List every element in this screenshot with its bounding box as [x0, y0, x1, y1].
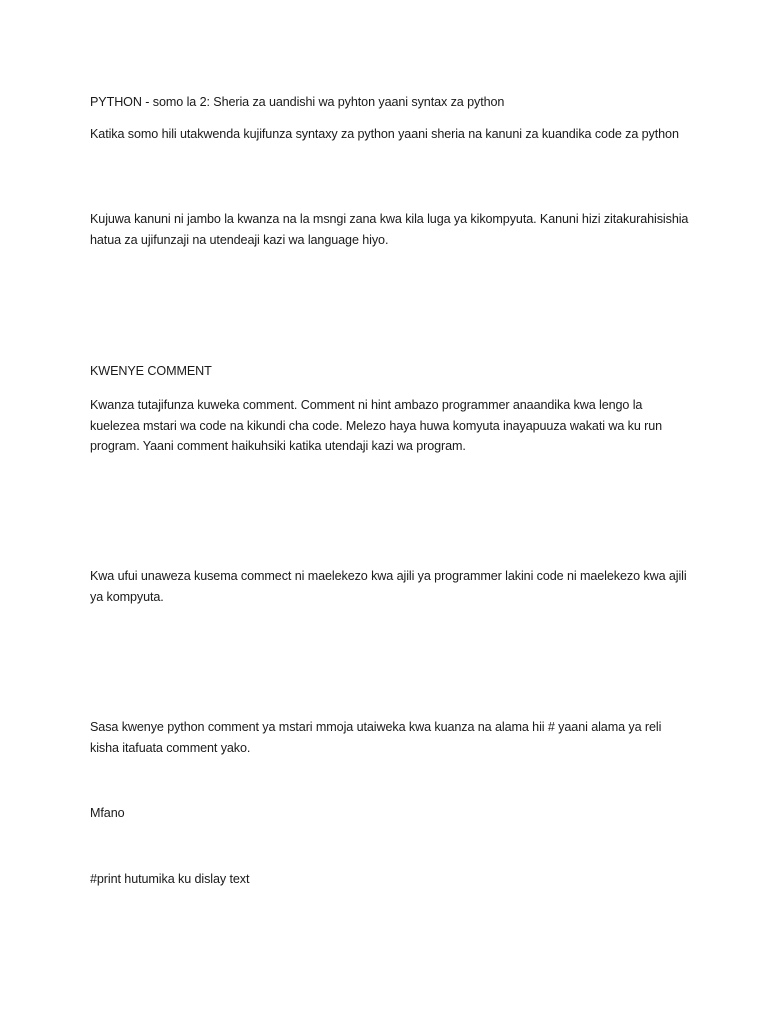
- analogy-paragraph: Kwa ufui unaweza kusema commect ni maelekezo kwa ajili ya programmer lakini code ni maelekezo kwa ajili ya kompyuta.: [90, 569, 687, 604]
- document-title: PYTHON - somo la 2: Sheria za uandishi wa pyhton yaani syntax za python: [90, 95, 505, 109]
- rules-importance-paragraph: Kujuwa kanuni ni jambo la kwanza na la msngi zana kwa kila luga ya kikompyuta. Kanuni hizi zitakurahisishia hatua za ujifunzaji na utendeaji kazi wa language hiyo.: [90, 212, 689, 247]
- example-code-line: #print hutumika ku dislay text: [90, 872, 250, 886]
- example-label: Mfano: [90, 806, 125, 820]
- comment-explanation-paragraph: Kwanza tutajifunza kuweka comment. Comment ni hint ambazo programmer anaandika kwa lengo la kuelezea mstari wa code na kikundi cha code. Melezo haya huwa komyuta inayapuuza wakati wa ku run program. Yaani comment haikuhsiki katika utendaji kazi wa program.: [90, 398, 663, 453]
- hash-rule-paragraph: Sasa kwenye python comment ya mstari mmoja utaiweka kwa kuanza na alama hii # yaani alama ya reli kisha itafuata comment yako.: [90, 720, 662, 755]
- section-heading: KWENYE COMMENT: [90, 364, 212, 378]
- intro-paragraph: Katika somo hili utakwenda kujifunza syntaxy za python yaani sheria na kanuni za kuandika code za python: [90, 127, 679, 141]
